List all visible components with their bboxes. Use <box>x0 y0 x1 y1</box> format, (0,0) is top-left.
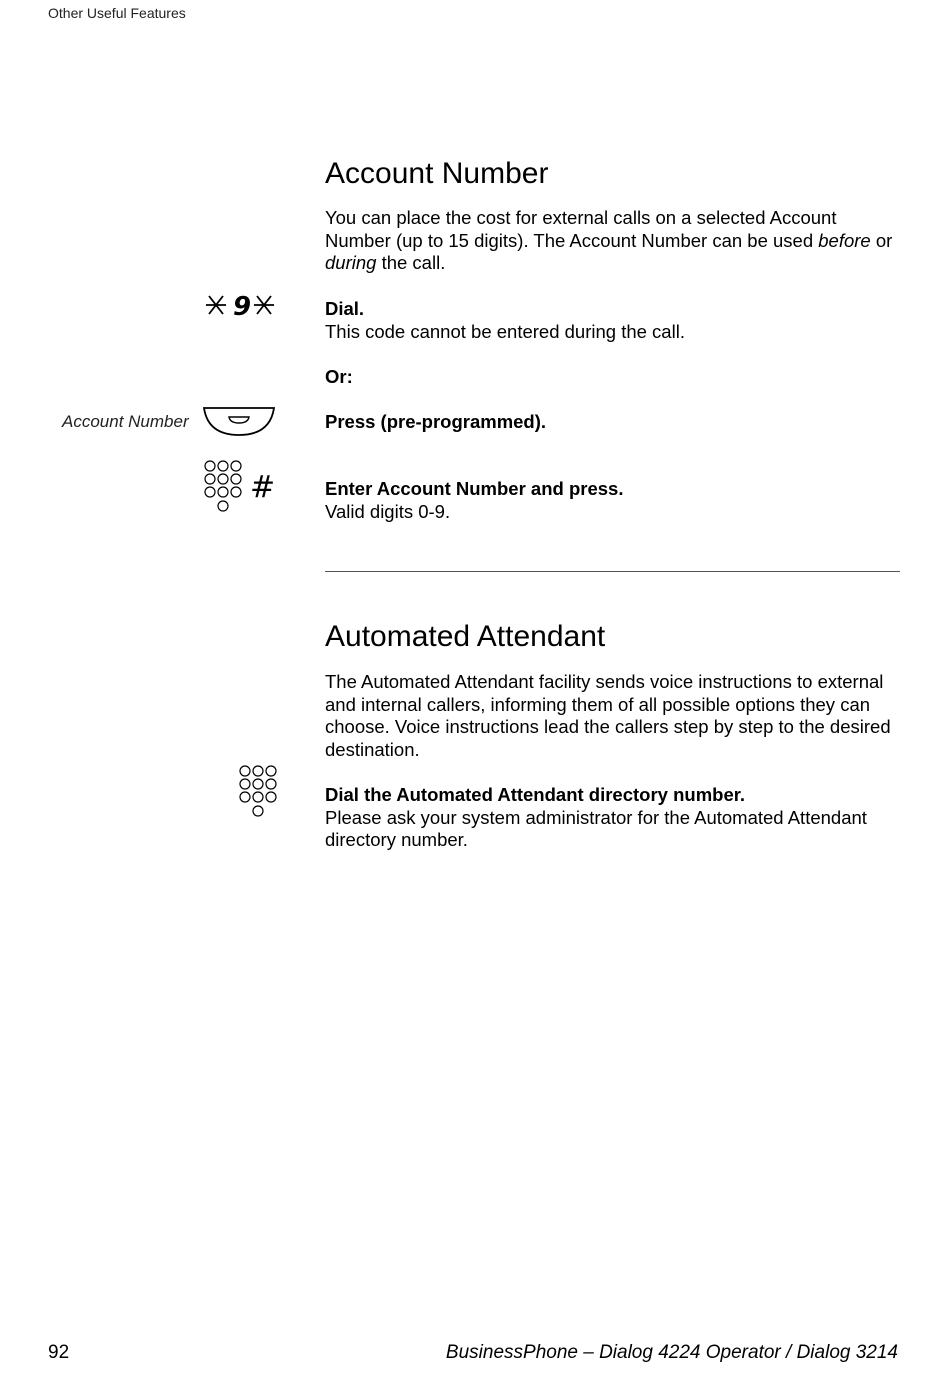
svg-text:9: 9 <box>233 292 252 320</box>
step-dial <box>325 298 900 343</box>
keypad-icon <box>203 459 243 520</box>
intro-text-1: You can place the cost for external calls on a selected Account Number (up to 15 digits). The Account Number can be used <box>325 207 837 251</box>
step-dial-note: This code cannot be entered during the call. <box>325 320 685 342</box>
intro-emphasis-during: during <box>325 252 377 273</box>
or-label: Or: <box>325 366 353 387</box>
section-divider <box>325 571 900 572</box>
section-title-automated-attendant: Automated Attendant <box>325 620 606 653</box>
account-intro <box>325 207 900 275</box>
intro-emphasis-before: before <box>818 229 871 251</box>
account-intro-paragraph <box>325 207 900 275</box>
account-number-section <box>325 157 900 190</box>
intro-text-3: the call. <box>376 252 446 273</box>
softkey-label: Account Number <box>62 412 189 431</box>
hash-icon: # <box>250 470 276 505</box>
step-press-title: Press (pre-programmed). <box>325 411 547 432</box>
section-title-account-number: Account Number <box>325 157 549 190</box>
running-head: Other Useful Features <box>48 5 186 21</box>
step-dial-attendant <box>325 784 900 852</box>
step-enter-title: Enter Account Number and press. <box>325 478 624 499</box>
step-dial-title: Dial. <box>325 298 365 319</box>
attendant-intro-paragraph: The Automated Attendant facility sends voice instructions to external and internal callers, informing them of all possible options they can choose. Voice instructions lead the callers step by step to the desired destination. <box>325 671 891 760</box>
keypad-icon <box>238 764 278 825</box>
footer-doc-title: BusinessPhone – Dialog 4224 Operator / Dialog 3214 <box>445 1342 898 1363</box>
page-number: 92 <box>48 1342 70 1363</box>
step-dial-attendant-note: Please ask your system administrator for the Automated Attendant directory number. <box>325 806 867 850</box>
step-press <box>325 411 900 434</box>
attendant-intro <box>325 671 900 761</box>
or-label-container <box>325 366 900 389</box>
step-enter <box>325 478 900 523</box>
step-enter-note: Valid digits 0-9. <box>325 500 451 522</box>
automated-attendant-section <box>325 620 900 653</box>
step-dial-attendant-title: Dial the Automated Attendant directory number. <box>325 784 746 805</box>
star-nine-star-icon <box>204 290 276 325</box>
softkey-icon[interactable] <box>202 405 276 442</box>
intro-text-2: or <box>870 229 893 251</box>
